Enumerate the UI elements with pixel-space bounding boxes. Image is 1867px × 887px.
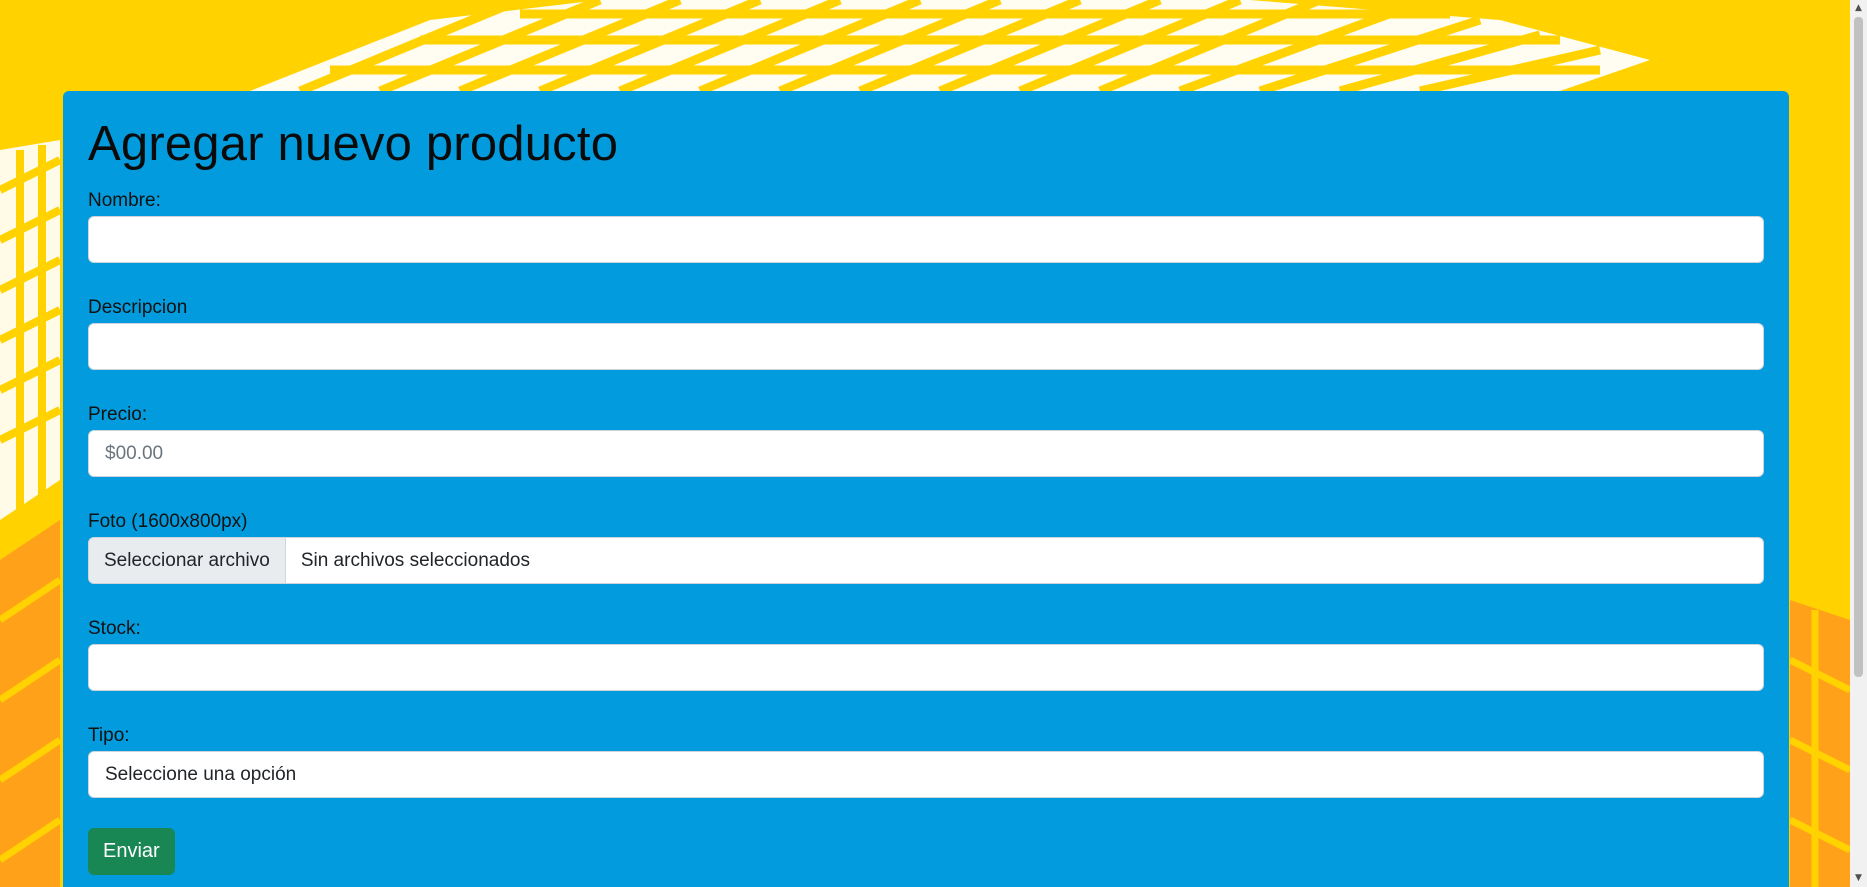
- precio-field: [88, 404, 1764, 477]
- submit-button[interactable]: Enviar: [88, 828, 175, 875]
- precio-label: Precio:: [88, 404, 148, 425]
- nombre-label: Nombre:: [88, 190, 161, 211]
- descripcion-label: Descripcion: [88, 297, 188, 318]
- scroll-up-arrow-icon[interactable]: ▲: [1855, 3, 1862, 13]
- descripcion-field: [88, 297, 1764, 370]
- select-file-button[interactable]: Seleccionar archivo: [89, 538, 286, 583]
- foto-file-input[interactable]: [88, 537, 1764, 584]
- scrollbar-thumb[interactable]: [1854, 17, 1863, 677]
- file-status: Sin archivos seleccionados: [300, 550, 530, 571]
- descripcion-input[interactable]: [88, 323, 1764, 370]
- tipo-field: [88, 725, 1764, 798]
- scroll-down-arrow-icon[interactable]: ▼: [1855, 873, 1862, 883]
- precio-input[interactable]: [88, 430, 1764, 477]
- stock-input[interactable]: [88, 644, 1764, 691]
- product-form-card: [63, 91, 1789, 887]
- foto-field: [88, 511, 1764, 584]
- tipo-select[interactable]: Seleccione una opción: [88, 751, 1764, 798]
- vertical-scrollbar[interactable]: [1850, 0, 1867, 887]
- tipo-label: Tipo:: [88, 725, 130, 746]
- page-title: Agregar nuevo producto: [88, 117, 619, 171]
- stock-label: Stock:: [88, 618, 141, 639]
- nombre-field: [88, 190, 1764, 263]
- foto-label: Foto (1600x800px): [88, 511, 248, 532]
- stock-field: [88, 618, 1764, 691]
- nombre-input[interactable]: [88, 216, 1764, 263]
